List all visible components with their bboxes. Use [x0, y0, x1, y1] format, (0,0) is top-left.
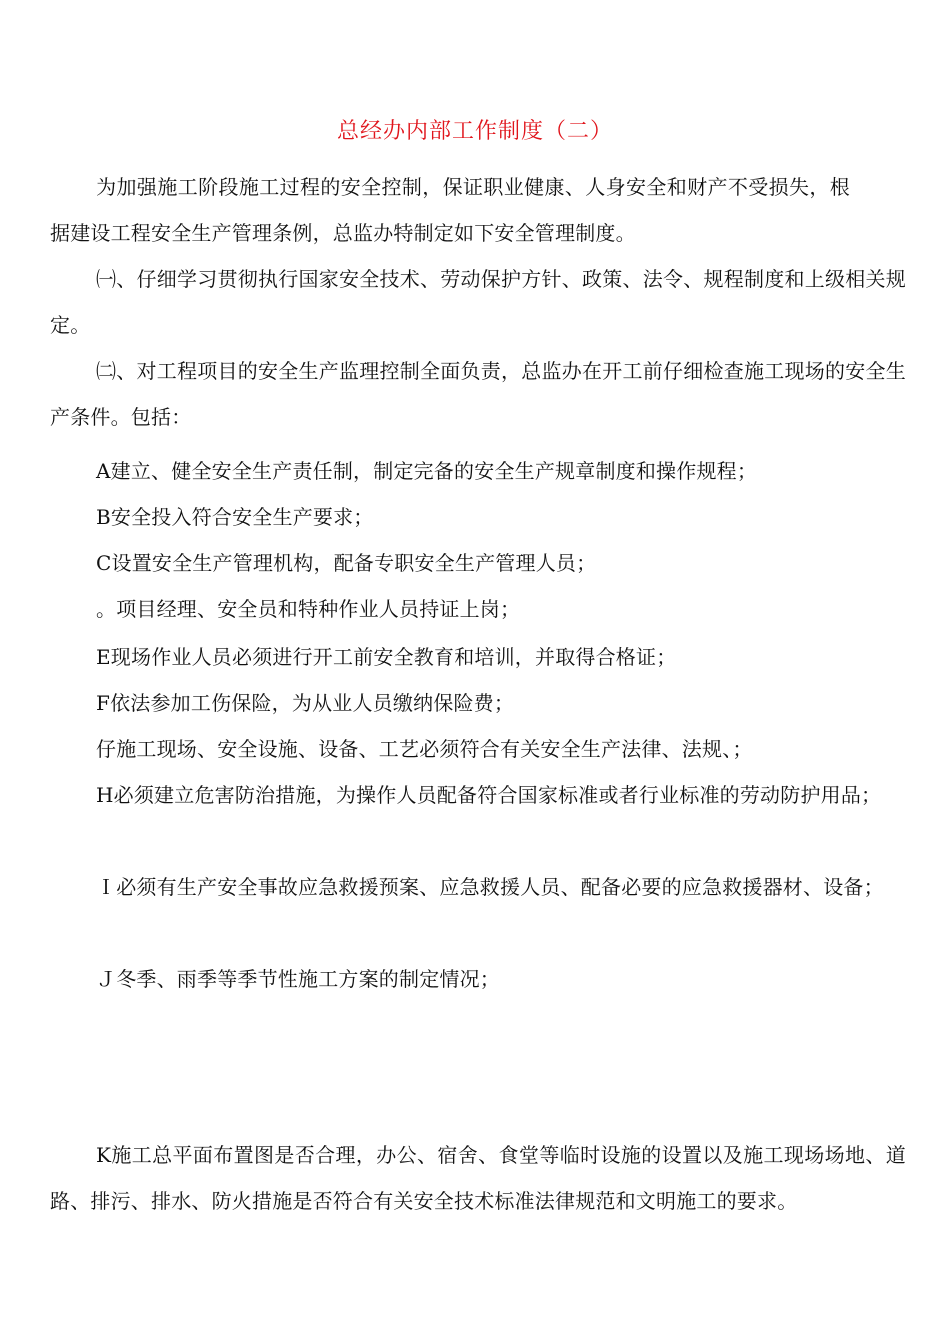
paragraph-text: ㈠、仔细学习贯彻执行国家安全技术、劳动保护方针、政策、法令、规程制度和上级相关规定。	[50, 267, 906, 337]
paragraph-d	[50, 586, 906, 632]
paragraph-text: B安全投入符合安全生产要求；	[96, 505, 374, 529]
paragraph-text: H必须建立危害防治措施，为操作人员配备符合国家标准或者行业标准的劳动防护用品；	[96, 783, 882, 807]
paragraph-f	[50, 680, 906, 726]
paragraph-c	[50, 540, 906, 586]
paragraph-item-2	[50, 348, 906, 440]
paragraph-text: 。项目经理、安全员和特种作业人员持证上岗；	[96, 597, 521, 621]
paragraph-text: Ｊ冬季、雨季等季节性施工方案的制定情况；	[96, 967, 500, 991]
paragraph-text: E现场作业人员必须进行开工前安全教育和培训，并取得合格证；	[96, 645, 677, 669]
paragraph-text: K施工总平面布置图是否合理，办公、宿舍、食堂等临时设施的设置以及施工现场场地、道路、排污、排水、防火措施是否符合有关安全技术标准法律规范和文明施工的要求。	[50, 1143, 906, 1213]
paragraph-text: 仔施工现场、安全设施、设备、工艺必须符合有关安全生产法律、法规、；	[96, 737, 753, 761]
paragraph-text: C设置安全生产管理机构，配备专职安全生产管理人员；	[96, 551, 597, 575]
paragraph-text: ㈡、对工程项目的安全生产监理控制全面负责，总监办在开工前仔细检查施工现场的安全生产条件。包括：	[50, 359, 906, 429]
document-title: 总经办内部工作制度（二）	[336, 119, 613, 144]
paragraph-b	[50, 494, 906, 540]
paragraph-h	[50, 772, 906, 818]
paragraph-item-1	[50, 256, 906, 348]
paragraph-text: A建立、健全安全生产责任制，制定完备的安全生产规章制度和操作规程；	[96, 459, 758, 483]
paragraph-i	[50, 864, 906, 910]
paragraph-j	[50, 956, 906, 1002]
paragraph-text: 为加强施工阶段施工过程的安全控制，保证职业健康、人身安全和财产不受损失，根据建设工程安全生产管理条例，总监办特制定如下安全管理制度。	[50, 175, 850, 245]
paragraph-k	[50, 1132, 906, 1224]
paragraph-text: F依法参加工伤保险，为从业人员缴纳保险费；	[96, 691, 515, 715]
paragraph-e	[50, 634, 906, 680]
paragraph-intro	[50, 164, 850, 256]
paragraph-a	[50, 448, 906, 494]
paragraph-g	[50, 726, 906, 772]
paragraph-text: Ｉ必须有生产安全事故应急救援预案、应急救援人员、配备必要的应急救援器材、设备；	[96, 875, 884, 899]
